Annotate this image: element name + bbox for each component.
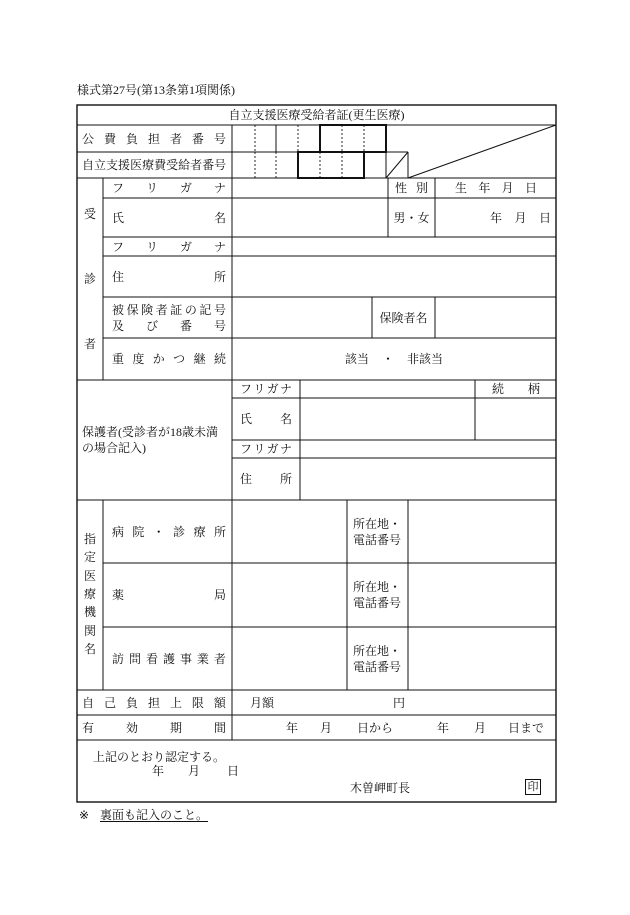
label-glyph: 立 xyxy=(94,158,107,172)
label-glyph: 年 xyxy=(490,210,503,225)
patient-address-furigana-label xyxy=(112,237,226,256)
guardian-section-label-line2: の場合記入) xyxy=(82,441,146,455)
birthdate-units xyxy=(490,198,551,237)
label-glyph: 険 xyxy=(141,302,154,317)
label-glyph: の xyxy=(184,302,197,317)
label-glyph: リ xyxy=(253,382,266,396)
label-glyph: 支 xyxy=(106,158,119,172)
label-glyph: 給 xyxy=(178,158,191,172)
label-glyph: 号 xyxy=(213,318,226,333)
label-glyph: 期 xyxy=(169,720,182,735)
label-glyph: 医 xyxy=(83,568,96,583)
location-label-line1: 所在地・ xyxy=(353,643,402,658)
label-glyph: 継 xyxy=(193,352,206,366)
patient-furigana-label xyxy=(112,178,226,198)
label-glyph: 氏 xyxy=(240,412,253,426)
label-glyph: 続 xyxy=(213,352,226,366)
label-glyph: 記 xyxy=(199,302,212,317)
location-label-line2: 電話番号 xyxy=(353,659,402,674)
insurance-card-label-line1 xyxy=(112,304,226,316)
label-glyph: か xyxy=(152,352,165,366)
copay-monthly-label: 月額 xyxy=(250,695,275,710)
label-glyph: 号 xyxy=(213,302,226,317)
copay-limit-label xyxy=(82,690,226,715)
label-glyph: 番 xyxy=(179,318,192,333)
label-glyph: 援 xyxy=(118,158,131,172)
label-glyph: 機 xyxy=(83,605,96,620)
label-glyph: 問 xyxy=(128,651,141,666)
guardian-section-label-line1: 保護者(受診者が18歳未満 xyxy=(82,425,218,439)
insurance-card-label-line2 xyxy=(112,320,226,332)
validity-from-day: 日から xyxy=(357,720,394,735)
label-glyph: 効 xyxy=(125,720,138,735)
label-glyph: 受 xyxy=(166,158,179,172)
label-glyph: 所 xyxy=(213,269,226,284)
label-glyph: ナ xyxy=(213,239,226,254)
label-glyph: 性 xyxy=(395,181,408,195)
label-glyph: リ xyxy=(253,442,266,456)
label-glyph: 住 xyxy=(240,472,253,486)
label-glyph: 間 xyxy=(213,720,226,735)
label-glyph: フ xyxy=(240,382,253,396)
label-glyph: ナ xyxy=(279,382,292,396)
label-glyph: ナ xyxy=(213,181,226,195)
label-glyph: 続 xyxy=(492,382,505,396)
label-glyph: 費 xyxy=(103,131,116,146)
label-glyph: ガ xyxy=(179,181,192,195)
label-glyph: リ xyxy=(145,181,158,195)
label-glyph: フ xyxy=(240,442,253,456)
label-glyph: リ xyxy=(145,239,158,254)
label-glyph: 関 xyxy=(83,623,96,638)
label-glyph: 己 xyxy=(103,695,116,710)
label-glyph: 生 xyxy=(455,181,468,195)
label-glyph: 医 xyxy=(130,158,143,172)
label-glyph: 者 xyxy=(169,131,182,146)
label-glyph: ナ xyxy=(279,442,292,456)
guardian-furigana-label xyxy=(240,380,292,398)
label-glyph: 者 xyxy=(213,651,226,666)
insurer-name-label: 保険者名 xyxy=(379,310,428,325)
label-glyph: 額 xyxy=(213,695,226,710)
label-glyph: 被 xyxy=(112,302,125,317)
label-glyph: 療 xyxy=(193,524,206,539)
label-glyph: ガ xyxy=(179,239,192,254)
label-glyph: 及 xyxy=(112,318,125,333)
label-glyph: 療 xyxy=(142,158,155,172)
validity-from-month: 月 xyxy=(320,720,333,735)
gender-options: 男・女 xyxy=(393,210,430,225)
footer-note: 裏面も記入のこと。 xyxy=(100,808,209,822)
guardian-relation-label xyxy=(492,380,540,398)
label-glyph: 事 xyxy=(179,651,192,666)
validity-to-month: 月 xyxy=(474,720,487,735)
hospital-location-label xyxy=(353,500,408,563)
label-glyph: 自 xyxy=(82,695,95,710)
certification-day: 日 xyxy=(227,764,240,778)
label-glyph: 薬 xyxy=(112,588,125,602)
label-glyph: 指 xyxy=(83,532,96,546)
label-glyph: 番 xyxy=(191,131,204,146)
label-glyph: 住 xyxy=(112,269,125,284)
label-glyph: 所 xyxy=(279,472,292,486)
location-label-line1: 所在地・ xyxy=(353,516,402,531)
label-glyph: び xyxy=(145,318,158,333)
label-glyph: 業 xyxy=(196,651,209,666)
guardian-address-furigana-label xyxy=(240,440,292,458)
label-glyph: 号 xyxy=(213,131,226,146)
label-glyph: 号 xyxy=(214,158,227,172)
validity-from-year: 年 xyxy=(286,720,299,735)
label-glyph: 月 xyxy=(514,210,527,225)
pharmacy-location-label xyxy=(353,563,408,627)
severity-options: 該当 ・ 非該当 xyxy=(344,352,443,366)
severity-label xyxy=(112,338,226,380)
guardian-name-label xyxy=(240,398,292,440)
label-glyph: 公 xyxy=(82,131,95,146)
patient-section-label xyxy=(77,208,103,350)
patient-address-label xyxy=(112,256,226,297)
label-glyph: 受 xyxy=(83,207,96,221)
label-glyph: 有 xyxy=(82,720,95,735)
payer-number-check-box xyxy=(320,125,386,152)
label-glyph: 負 xyxy=(125,695,138,710)
validity-to-year: 年 xyxy=(437,720,450,735)
label-glyph: 保 xyxy=(126,302,139,317)
label-glyph: 名 xyxy=(213,210,226,225)
label-glyph: 院 xyxy=(132,524,145,539)
hospital-clinic-label xyxy=(112,500,226,563)
label-glyph: ガ xyxy=(266,442,279,456)
label-glyph: 費 xyxy=(154,158,167,172)
guardian-section-label xyxy=(82,423,230,457)
label-glyph: 重 xyxy=(112,352,125,366)
label-glyph: 局 xyxy=(213,588,226,602)
footer-note-mark: ※ xyxy=(79,808,90,822)
label-glyph: 者 xyxy=(190,158,203,172)
diagonal-strike xyxy=(386,152,408,178)
label-glyph: ・ xyxy=(152,524,165,539)
birthdate-label xyxy=(455,178,537,198)
label-glyph: 年 xyxy=(478,181,491,195)
label-glyph: つ xyxy=(173,352,186,366)
insurance-card-label xyxy=(112,297,226,338)
label-glyph: 担 xyxy=(147,695,160,710)
public-payer-number-label xyxy=(82,125,226,152)
label-glyph: 看 xyxy=(145,651,158,666)
label-glyph: フ xyxy=(112,181,125,195)
label-glyph: 柄 xyxy=(527,382,540,396)
label-glyph: 名 xyxy=(279,412,292,426)
validity-period-label xyxy=(82,715,226,740)
label-glyph: 証 xyxy=(170,302,183,317)
home-nursing-label xyxy=(112,627,226,690)
label-glyph: 日 xyxy=(524,181,537,195)
location-label-line1: 所在地・ xyxy=(353,580,402,594)
recipient-number-check-box xyxy=(298,152,364,178)
label-glyph: フ xyxy=(112,239,125,254)
location-label-line2: 電話番号 xyxy=(353,532,402,547)
label-glyph: 自 xyxy=(82,158,95,172)
certification-statement: 上記のとおり認定する。 xyxy=(93,750,226,764)
label-glyph: 診 xyxy=(173,524,186,539)
guardian-address-label xyxy=(240,458,292,500)
gender-label xyxy=(395,178,428,198)
label-glyph: 診 xyxy=(83,272,96,286)
location-label-line2: 電話番号 xyxy=(353,596,402,610)
certification-year: 年 xyxy=(152,764,165,778)
institution-section-label xyxy=(77,533,103,655)
label-glyph: 番 xyxy=(202,158,215,172)
label-glyph: 定 xyxy=(83,550,96,565)
patient-name-label xyxy=(112,198,226,237)
label-glyph: 所 xyxy=(213,524,226,539)
issuer-name: 木曽岬町長 xyxy=(350,781,411,795)
label-glyph: 上 xyxy=(169,695,182,710)
label-glyph: ガ xyxy=(266,382,279,396)
label-glyph: 月 xyxy=(501,181,514,195)
validity-to-day: 日まで xyxy=(508,720,545,735)
label-glyph: 氏 xyxy=(112,210,125,225)
official-seal-box: 印 xyxy=(525,779,541,795)
label-glyph: 別 xyxy=(415,181,428,195)
pharmacy-label xyxy=(112,563,226,627)
label-glyph: 担 xyxy=(147,131,160,146)
label-glyph: 病 xyxy=(112,524,125,539)
bold-digit-boxes xyxy=(298,125,386,178)
label-glyph: 療 xyxy=(83,586,96,601)
form-number: 様式第27号(第13条第1項関係) xyxy=(77,83,235,97)
label-glyph: 者 xyxy=(155,302,168,317)
label-glyph: 日 xyxy=(538,210,551,225)
label-glyph: 度 xyxy=(132,352,145,366)
label-glyph: 訪 xyxy=(112,651,125,666)
home-nursing-location-label xyxy=(353,627,408,690)
recipient-number-label xyxy=(82,152,226,178)
certificate-title: 自立支援医療受給者証(更生医療) xyxy=(228,108,405,122)
label-glyph: 負 xyxy=(125,131,138,146)
certification-month: 月 xyxy=(188,764,201,778)
label-glyph: 者 xyxy=(83,337,96,351)
label-glyph: 名 xyxy=(83,641,96,656)
label-glyph: 護 xyxy=(162,651,175,666)
copay-yen-unit: 円 xyxy=(393,695,406,710)
diagonal-strike xyxy=(408,125,556,178)
label-glyph: 限 xyxy=(191,695,204,710)
